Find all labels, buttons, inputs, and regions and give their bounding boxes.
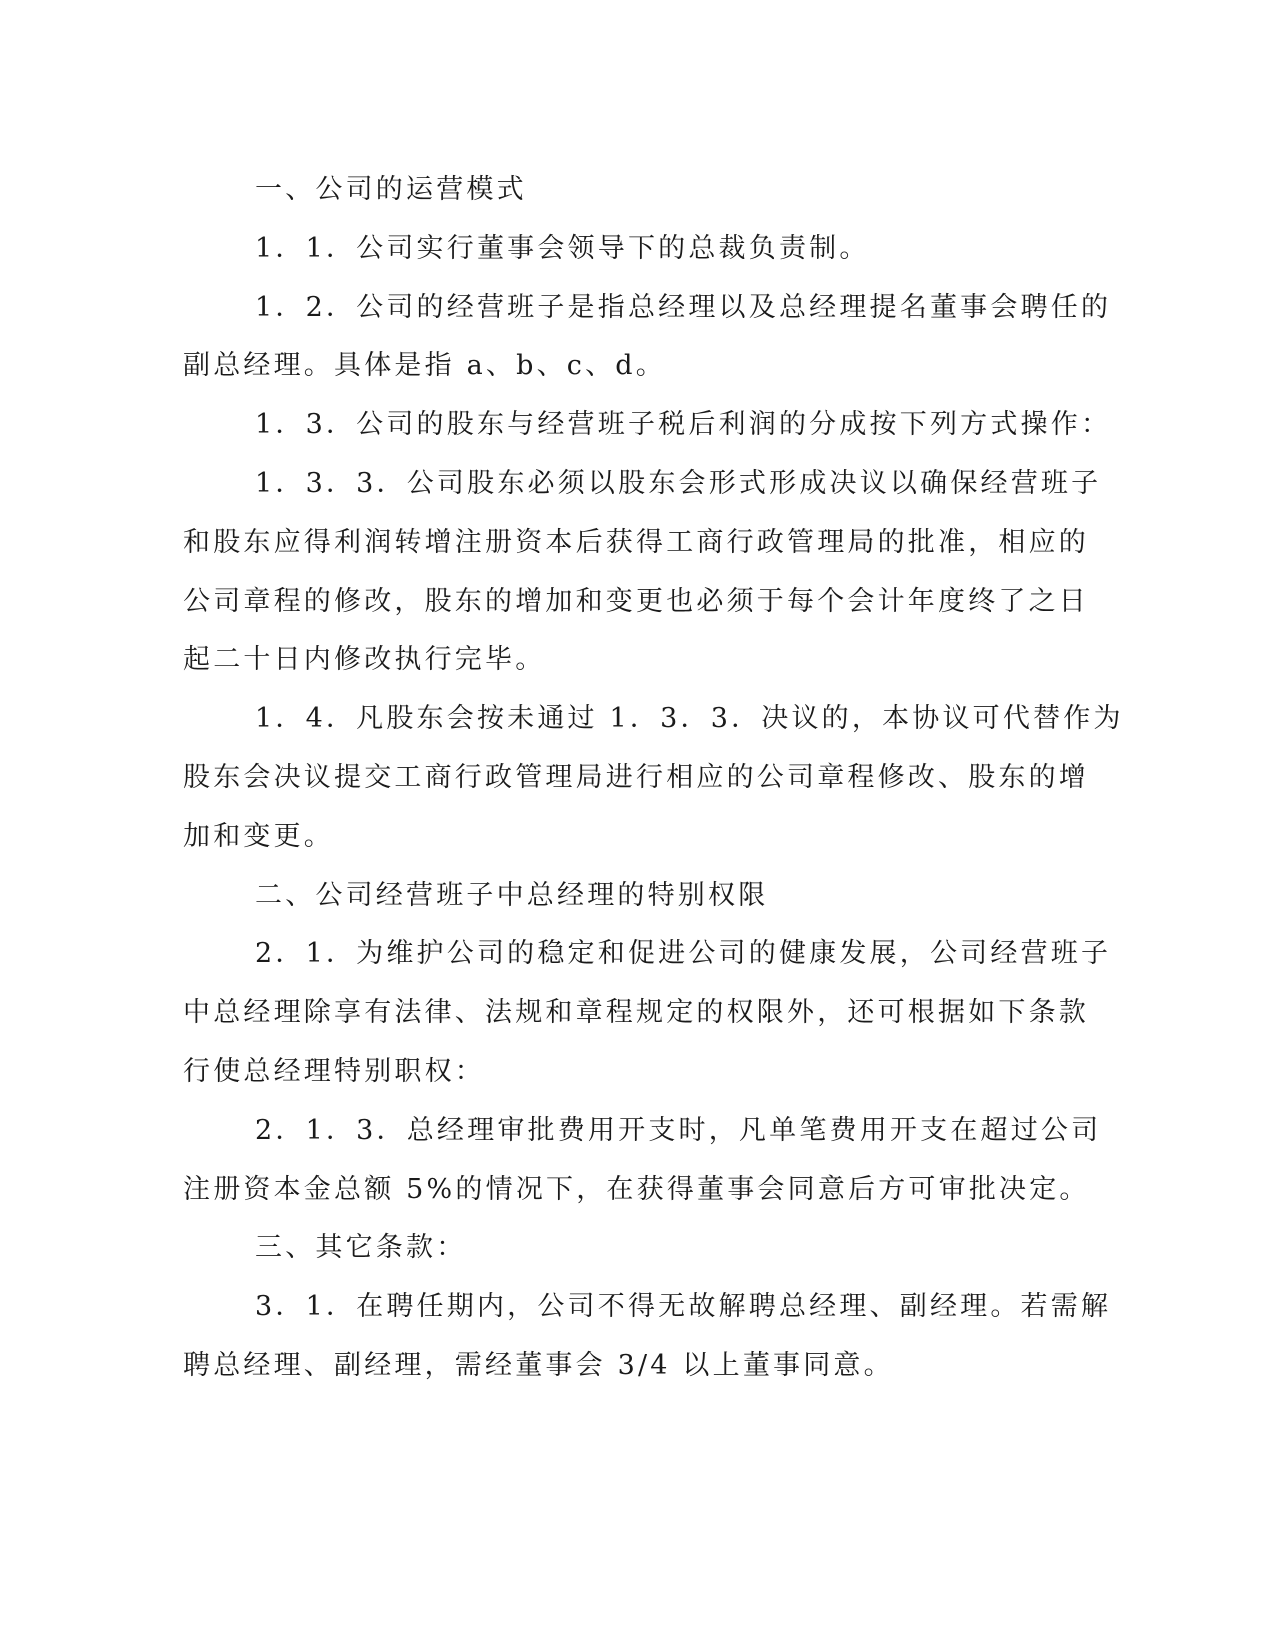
clause-1-3-3 [183, 455, 1102, 690]
section-heading-3 [183, 1219, 1043, 1278]
document-body [183, 161, 1124, 1396]
text-line: 股东会决议提交工商行政管理局进行相应的公司章程修改、股东的增 [183, 761, 1089, 793]
text-line: 公司章程的修改，股东的增加和变更也必须于每个会计年度终了之日 [183, 585, 1089, 617]
text-line: 注册资本金总额 5%的情况下，在获得董事会同意后方可审批决定。 [183, 1173, 1090, 1205]
clause-3-1 [183, 1278, 1112, 1396]
text-line: 副总经理。具体是指 a、b、c、d。 [183, 350, 666, 382]
text-line: 聘总经理、副经理，需经董事会 3/4 以上董事同意。 [183, 1349, 894, 1381]
text-line: 1．3．公司的股东与经营班子税后利润的分成按下列方式操作： [255, 409, 1112, 441]
text-line: 二、公司经营班子中总经理的特别权限 [255, 879, 769, 911]
text-line: 1．4．凡股东会按未通过 1．3．3．决议的，本协议可代替作为 [255, 703, 1124, 735]
text-line: 3．1．在聘任期内，公司不得无故解聘总经理、副经理。若需解 [255, 1291, 1112, 1323]
text-line: 1．3．3．公司股东必须以股东会形式形成决议以确保经营班子 [255, 467, 1102, 499]
text-line: 加和变更。 [183, 820, 334, 852]
clause-1-3 [183, 396, 1112, 455]
clause-2-1-3 [183, 1102, 1102, 1220]
text-line: 1．2．公司的经营班子是指总经理以及总经理提名董事会聘任的 [255, 291, 1112, 323]
text-line: 2．1．为维护公司的稳定和促进公司的健康发展，公司经营班子 [255, 938, 1112, 970]
text-line: 起二十日内修改执行完毕。 [183, 644, 546, 676]
clause-1-4 [183, 690, 1124, 866]
clause-1-2 [183, 279, 1112, 397]
text-line: 2．1．3．总经理审批费用开支时，凡单笔费用开支在超过公司 [255, 1114, 1102, 1146]
text-line: 和股东应得利润转增注册资本后获得工商行政管理局的批准，相应的 [183, 526, 1089, 558]
text-line: 三、其它条款： [255, 1232, 467, 1264]
text-line: 行使总经理特别职权： [183, 1055, 485, 1087]
text-line: 一、公司的运营模式 [255, 174, 527, 205]
section-heading-2 [183, 867, 1043, 926]
text-line: 中总经理除享有法律、法规和章程规定的权限外，还可根据如下条款 [183, 997, 1089, 1029]
section-heading-1 [183, 161, 1043, 220]
clause-1-1 [183, 220, 1043, 279]
text-line: 1．1．公司实行董事会领导下的总裁负责制。 [255, 232, 870, 264]
clause-2-1 [183, 925, 1112, 1101]
